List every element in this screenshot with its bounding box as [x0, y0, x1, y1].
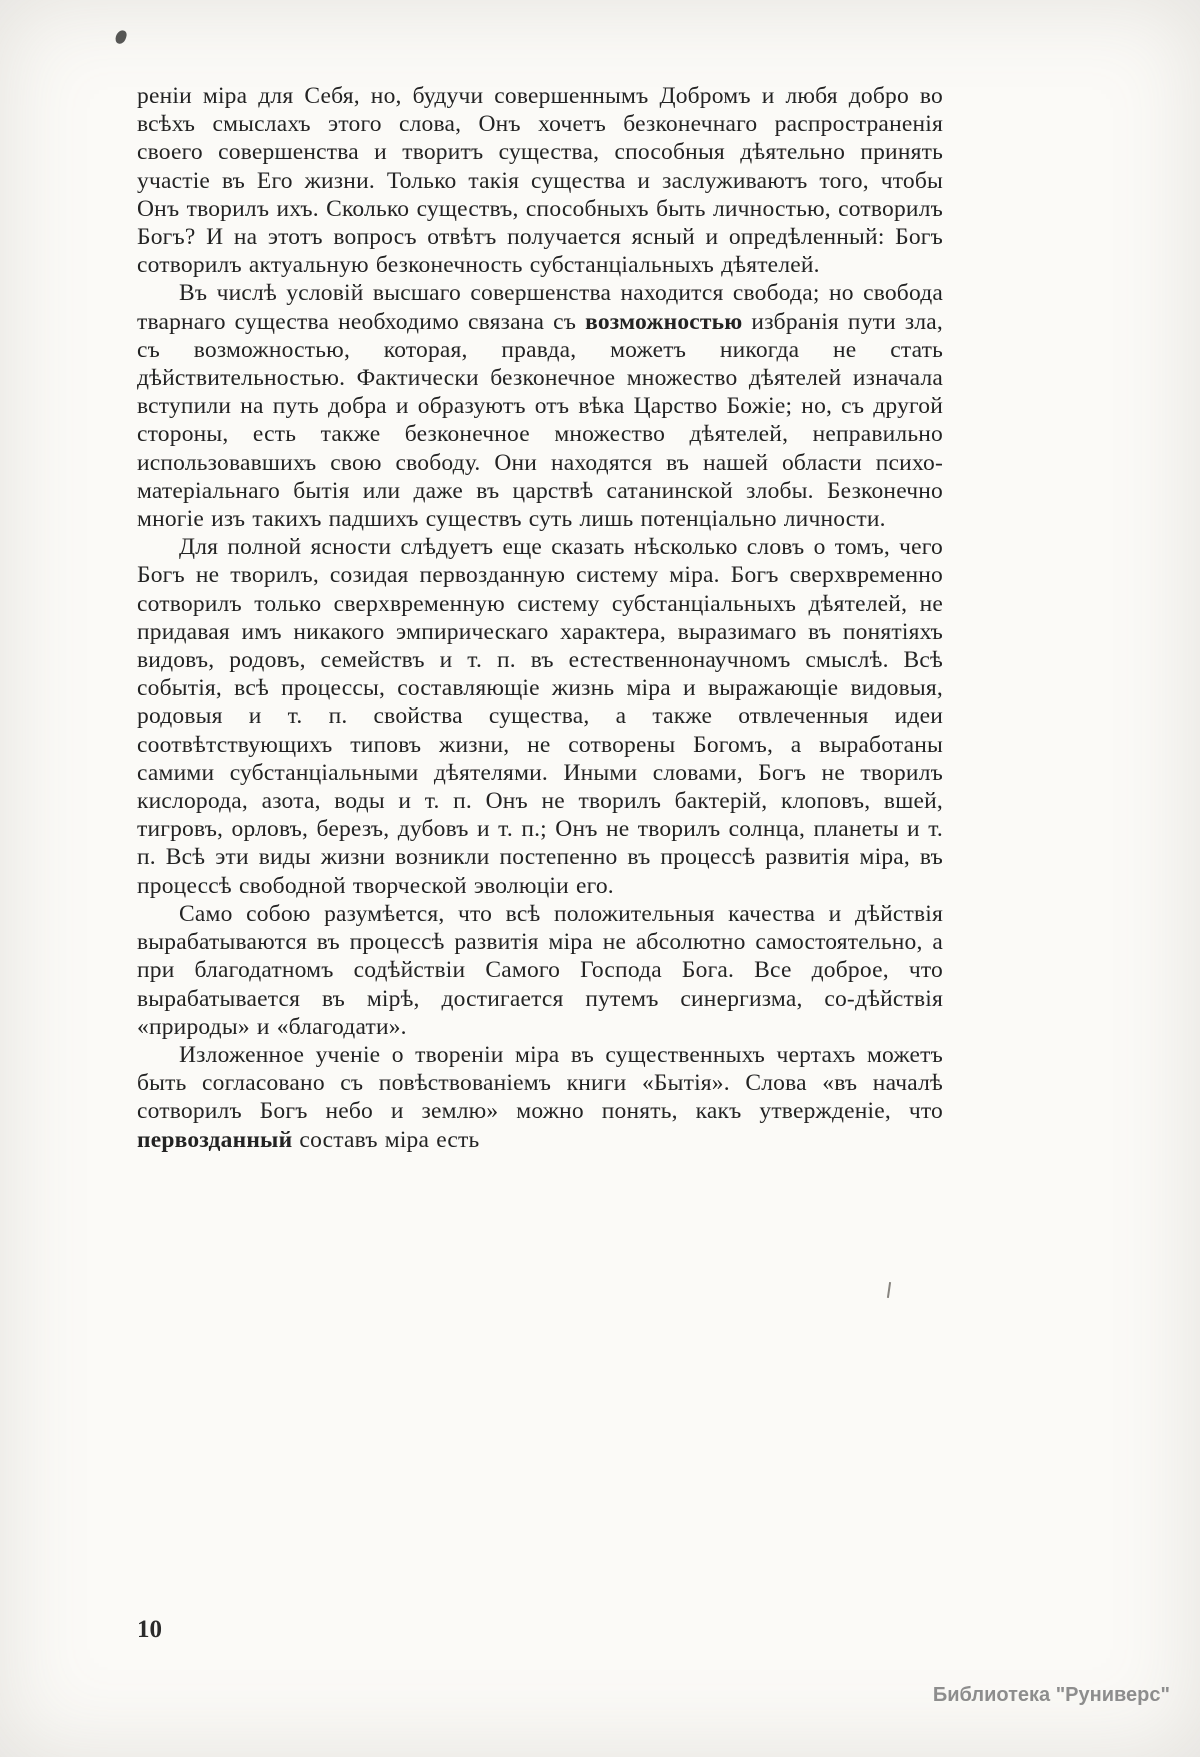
page-number: 10 [137, 1616, 162, 1643]
text-block [137, 82, 943, 1154]
body-text-run: Для полной ясности слѣдуетъ еще сказать нѣсколько словъ о томъ, чего Богъ не творилъ, созидая первозданную систему міра. Богъ сверхвременно сотворилъ только сверхвременную систему субстанціальныхъ дѣятелей, не придавая имъ никакого эмпирическаго характера, выразимаго въ понятіяхъ видовъ, родовъ, семействъ и т. п. въ естественнонаучномъ смыслѣ. Всѣ событія, всѣ процессы, составляющіе жизнь міра и выражающіе видовыя, родовыя и т. п. свойства существа, а также отвлеченныя идеи соотвѣтствующихъ типовъ жизни, не сотворены Богомъ, а выработаны самими субстанціальными дѣятелями. Иными словами, Богъ не творилъ кислорода, азота, воды и т. п. Онъ не творилъ бактерій, клоповъ, вшей, тигровъ, орловъ, березъ, дубовъ и т. п.; Онъ не творилъ солнца, планеты и т. п. Всѣ эти виды жизни возникли постепенно въ процессѣ развитія міра, въ процессѣ свободной творческой эволюціи его. [137, 534, 943, 899]
body-text-run: Само собою разумѣется, что всѣ положительныя качества и дѣйствія вырабатываются въ процессѣ развитія міра не абсолютно самостоятельно, а при благодатномъ содѣйствіи Самого Господа Бога. Все доброе, что вырабатывается въ мірѣ, достигается путемъ синергизма, со-дѣйствія «природы» и «благодати». [137, 900, 943, 1040]
paragraph [137, 533, 943, 900]
bold-text-run: возможностью [585, 308, 743, 335]
paragraph [137, 279, 943, 533]
scan-ink-speck [114, 29, 128, 45]
body-text-run: Въ числѣ условій высшаго совершенства находится свобода; но свобода тварнаго существа необходимо связана съ [137, 280, 943, 335]
body-text-run: Изложенное ученіе о твореніи міра въ существенныхъ чертахъ можетъ быть согласовано съ повѣствованіемъ книги «Бытія». Слова «въ началѣ сотворилъ Богъ небо и землю» можно понять, какъ утвержденіе, что [137, 1041, 943, 1125]
body-text-run: составъ міра есть [292, 1126, 480, 1153]
bold-text-run: первозданный [137, 1126, 293, 1153]
paragraph [137, 1041, 943, 1154]
body-text-run: реніи міра для Себя, но, будучи совершеннымъ Добромъ и любя добро во всѣхъ смыслахъ этого слова, Онъ хочетъ безконечнаго распространенія своего совершенства и творитъ существа, способныя дѣятельно принять участіе въ Его жизни. Только такія существа и заслуживаютъ того, чтобы Онъ творилъ ихъ. Сколько существъ, способныхъ быть личностью, сотворилъ Богъ? И на этотъ вопросъ отвѣтъ получается ясный и опредѣленный: Богъ сотворилъ актуальную безконечность субстанціальныхъ дѣятелей. [137, 83, 943, 279]
scan-artifact-mark [887, 1282, 891, 1298]
paragraph [137, 82, 943, 279]
paragraph [137, 900, 943, 1041]
library-watermark: Библиотека "Руниверс" [932, 1684, 1170, 1706]
body-text-run: избранія пути зла, съ возможностью, которая, правда, можетъ никогда не стать дѣйствительностью. Фактически безконечное множество дѣятелей изначала вступили на путь добра и образуютъ отъ вѣка Царство Божіе; но, съ другой стороны, есть также безконечное множество дѣятелей, неправильно использовавшихъ свою свободу. Они находятся въ нашей области психо-матеріальнаго бытія или даже въ царствѣ сатанинской злобы. Безконечно многіе изъ такихъ падшихъ существъ суть лишь потенціально личности. [137, 308, 943, 533]
